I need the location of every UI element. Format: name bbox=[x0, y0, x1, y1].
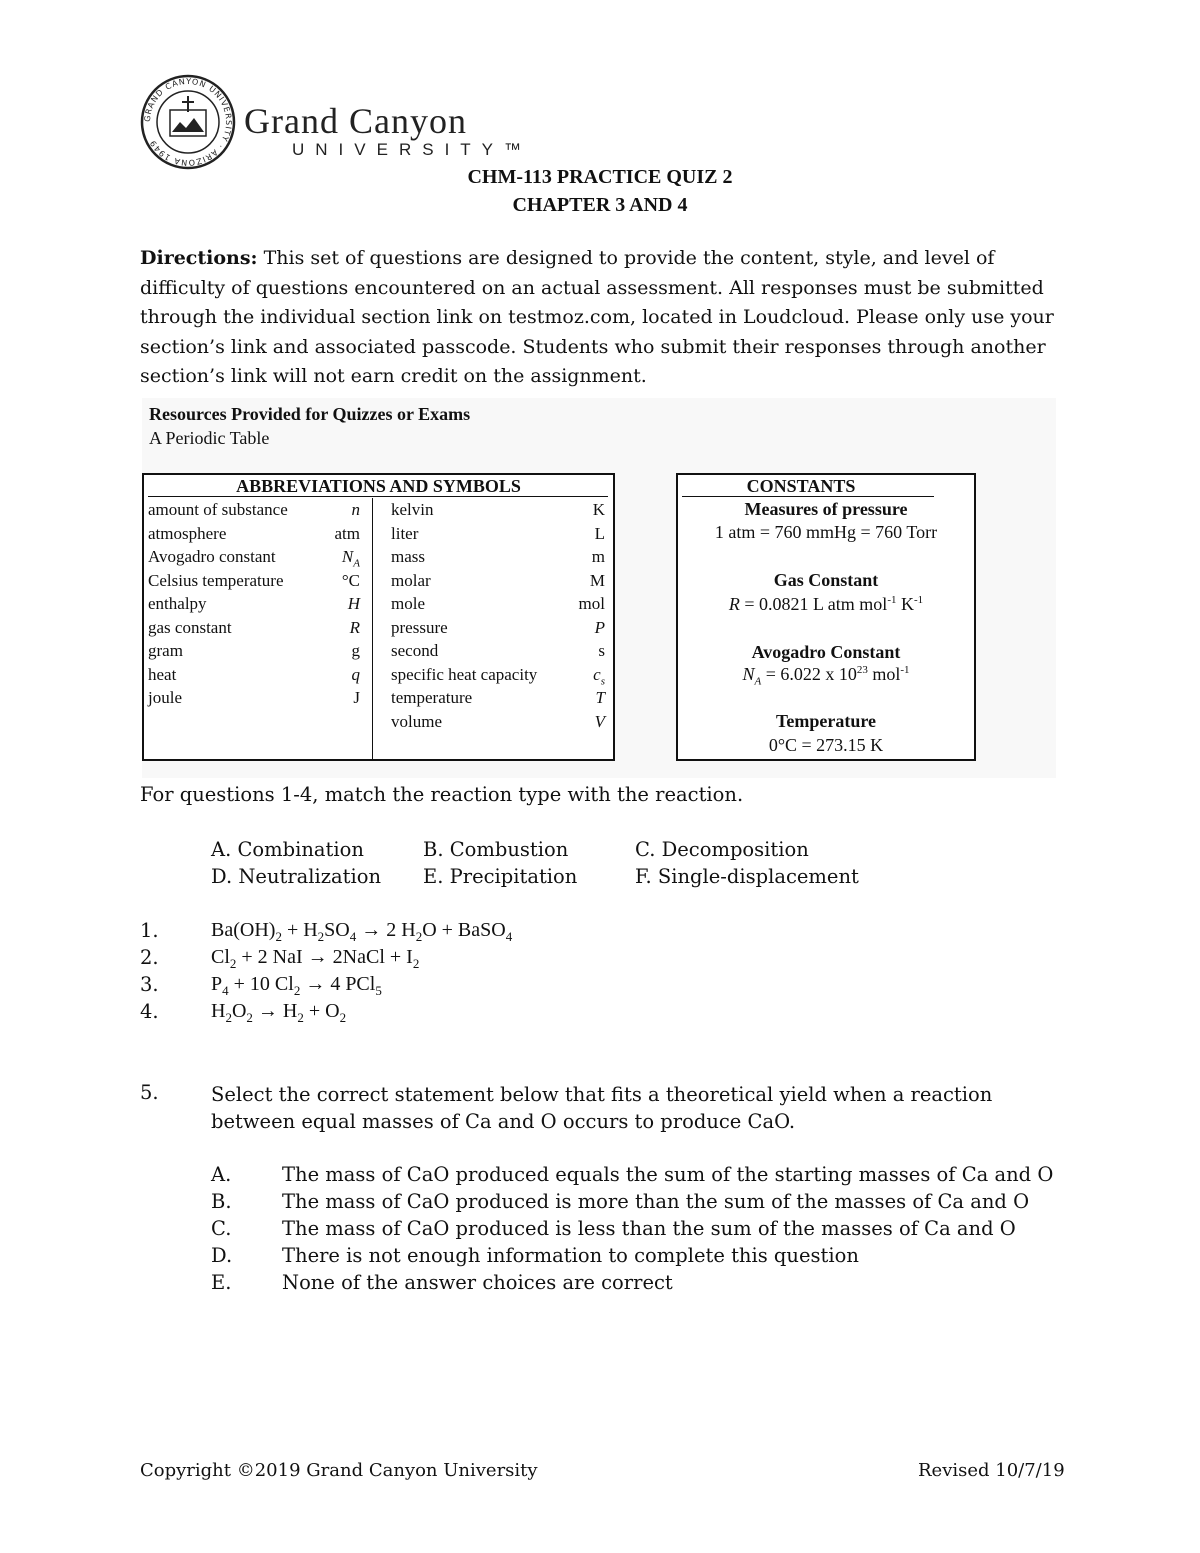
answer-option-letter: D. bbox=[211, 1244, 233, 1267]
university-name-sub: UNIVERSITY™ bbox=[292, 140, 533, 159]
university-name: Grand Canyon bbox=[244, 101, 467, 141]
avogadro-value: $N_A = 6.022$ x $10^{23}$ mol$^{-1}$ bbox=[742, 664, 910, 688]
directions-text: This set of questions are designed to provide the content, style, and level of difficulty of questions encountered on an actual assessment. All responses must be submitted through the individual section link on testmoz.com, located in Loudcloud. Please only use your section’s link and associated passcode. Students who submit their responses through another section’s link will not earn credit on the assignment. bbox=[140, 247, 1054, 387]
answer-option-text: The mass of CaO produced equals the sum of the starting masses of Ca and O bbox=[282, 1163, 1054, 1186]
chapter-title: CHAPTER 3 AND 4 bbox=[512, 194, 688, 216]
abbreviation-symbol: s bbox=[598, 641, 605, 660]
answer-option-letter: E. bbox=[211, 1271, 232, 1294]
abbreviation-symbol: mol bbox=[578, 594, 605, 613]
university-seal-logo bbox=[140, 74, 236, 170]
constants-title: CONSTANTS bbox=[746, 476, 856, 496]
formula-subscript: 2 bbox=[293, 983, 301, 998]
question-number: 1. bbox=[140, 919, 159, 942]
reaction-type-choice: D. Neutralization bbox=[211, 865, 382, 888]
directions-paragraph bbox=[140, 244, 1065, 392]
abbreviation-symbol: m bbox=[591, 547, 605, 566]
abbreviation-name: molar bbox=[391, 570, 431, 590]
abbreviation-symbol: T bbox=[595, 688, 605, 707]
formula-text: → H bbox=[252, 1000, 298, 1022]
abbreviation-symbol: L bbox=[594, 523, 605, 543]
formula-text: Ba(OH) bbox=[211, 919, 276, 941]
reaction-equation bbox=[211, 919, 512, 945]
formula-subscript: 2 bbox=[275, 929, 282, 944]
formula-text: H bbox=[211, 1000, 226, 1022]
reaction-type-choice: F. Single-displacement bbox=[635, 865, 859, 888]
formula-text: → 2 H bbox=[356, 919, 416, 941]
abbreviation-symbol: R bbox=[349, 617, 360, 637]
abbreviation-name: mass bbox=[391, 547, 425, 566]
formula-subscript: 2 bbox=[339, 1010, 347, 1025]
gas-constant-heading: Gas Constant bbox=[773, 570, 879, 590]
quiz-title: CHM-113 PRACTICE QUIZ 2 bbox=[467, 166, 733, 188]
reaction-equation bbox=[211, 946, 419, 972]
pressure-value: 1 atm = 760 mmHg = 760 Torr bbox=[714, 522, 938, 542]
formula-text: SO bbox=[324, 919, 350, 941]
formula-text: O bbox=[231, 1000, 247, 1022]
formula-text: + H bbox=[281, 919, 318, 941]
abbreviation-symbol: V bbox=[594, 711, 605, 731]
reaction-equation bbox=[211, 1000, 346, 1026]
abbreviation-name: enthalpy bbox=[148, 594, 207, 613]
abbreviation-name: Celsius temperature bbox=[148, 570, 284, 590]
answer-option-text: There is not enough information to complete this question bbox=[282, 1244, 859, 1267]
abbreviations-divider bbox=[372, 498, 373, 760]
constants-rule bbox=[682, 496, 934, 497]
reaction-equation bbox=[211, 973, 382, 999]
reaction-type-choice: E. Precipitation bbox=[423, 865, 578, 888]
answer-option-text: The mass of CaO produced is less than the sum of the masses of Ca and O bbox=[282, 1217, 1016, 1240]
abbreviation-name: pressure bbox=[391, 617, 448, 637]
abbreviation-name: mole bbox=[391, 594, 425, 613]
resources-heading: Resources Provided for Quizzes or Exams bbox=[149, 404, 471, 424]
abbreviation-name: volume bbox=[391, 711, 442, 731]
abbreviation-name: gram bbox=[148, 641, 183, 660]
avogadro-heading: Avogadro Constant bbox=[751, 642, 901, 662]
abbreviation-symbol-subscript: A bbox=[353, 557, 360, 570]
formula-subscript: 2 bbox=[229, 956, 237, 971]
formula-subscript: 2 bbox=[246, 1010, 253, 1025]
temperature-heading: Temperature bbox=[776, 711, 876, 731]
abbreviation-name: atmosphere bbox=[148, 523, 227, 543]
formula-text: → 4 PCl bbox=[300, 973, 376, 995]
formula-text: Cl bbox=[211, 946, 230, 968]
abbreviation-name: kelvin bbox=[391, 500, 434, 519]
abbreviation-symbol: K bbox=[592, 500, 605, 519]
answer-option-text: The mass of CaO produced is more than the sum of the masses of Ca and O bbox=[282, 1190, 1030, 1213]
answer-option-letter: A. bbox=[211, 1163, 232, 1186]
answer-option-letter: C. bbox=[211, 1217, 232, 1240]
abbreviation-symbol: H bbox=[347, 594, 360, 613]
question-5-number: 5. bbox=[140, 1081, 159, 1104]
abbreviation-name: joule bbox=[148, 688, 182, 707]
abbreviation-symbol: atm bbox=[334, 523, 360, 543]
abbreviations-title: ABBREVIATIONS AND SYMBOLS bbox=[236, 476, 521, 496]
abbreviation-name: gas constant bbox=[148, 617, 232, 637]
formula-subscript: 2 bbox=[297, 1010, 304, 1025]
answer-option-text: None of the answer choices are correct bbox=[282, 1271, 673, 1294]
abbreviation-symbol: °C bbox=[341, 570, 360, 590]
abbreviation-symbol: n bbox=[351, 500, 360, 519]
footer-copyright: Copyright ©2019 Grand Canyon University bbox=[140, 1460, 538, 1481]
abbreviation-symbol-subscript: s bbox=[600, 674, 605, 687]
reaction-type-choice: C. Decomposition bbox=[635, 838, 809, 861]
abbreviations-rule bbox=[148, 496, 608, 497]
abbreviation-name: heat bbox=[148, 664, 177, 684]
abbreviation-symbol: P bbox=[594, 617, 605, 637]
question-number: 4. bbox=[140, 1000, 159, 1023]
seal-text: GRAND CANYON UNIVERSITY · ARIZONA 1949 bbox=[142, 76, 234, 168]
formula-text: + O bbox=[303, 1000, 340, 1022]
pressure-heading: Measures of pressure bbox=[744, 499, 908, 519]
formula-text: + 2 NaI → 2NaCl + I bbox=[236, 946, 413, 968]
resources-subheading: A Periodic Table bbox=[149, 428, 270, 448]
abbreviation-symbol: M bbox=[589, 570, 605, 590]
gas-constant-value: R = 0.0821 L atm mol$^{-1}$ $K^{-1}$ bbox=[728, 594, 924, 614]
formula-subscript: 2 bbox=[317, 929, 325, 944]
abbreviation-name: temperature bbox=[391, 688, 473, 707]
abbreviation-name: liter bbox=[391, 523, 419, 543]
abbreviation-symbol: g bbox=[351, 641, 360, 660]
formula-text: P bbox=[211, 973, 223, 995]
abbreviation-symbol: $c_s$ bbox=[593, 664, 605, 687]
temperature-value: 0°C = 273.15 K bbox=[768, 735, 884, 755]
directions-label: Directions: bbox=[140, 247, 258, 269]
reaction-type-choice: A. Combination bbox=[211, 838, 364, 861]
answer-option-letter: B. bbox=[211, 1190, 232, 1213]
formula-subscript: 2 bbox=[412, 956, 420, 971]
formula-text: + 10 Cl bbox=[228, 973, 294, 995]
question-number: 2. bbox=[140, 946, 159, 969]
formula-subscript: 4 bbox=[222, 983, 229, 998]
abbreviation-name: Avogadro constant bbox=[148, 547, 276, 566]
formula-subscript: 4 bbox=[505, 929, 513, 944]
formula-subscript: 5 bbox=[375, 983, 382, 998]
abbreviation-symbol: $N_A$ bbox=[341, 547, 360, 570]
matching-intro: For questions 1-4, match the reaction type with the reaction. bbox=[140, 783, 744, 806]
footer-revised: Revised 10/7/19 bbox=[918, 1460, 1065, 1481]
abbreviation-name: second bbox=[391, 641, 439, 660]
formula-subscript: 2 bbox=[415, 929, 423, 944]
formula-subscript: 4 bbox=[349, 929, 357, 944]
reaction-type-choice: B. Combustion bbox=[423, 838, 569, 861]
formula-subscript: 2 bbox=[225, 1010, 232, 1025]
abbreviation-symbol: q bbox=[351, 664, 360, 684]
question-5-text: Select the correct statement below that fits a theoretical yield when a reaction between equal masses of Ca and O occurs to produce CaO. bbox=[211, 1083, 993, 1133]
abbreviation-name: amount of substance bbox=[148, 500, 288, 519]
question-number: 3. bbox=[140, 973, 159, 996]
abbreviation-name: specific heat capacity bbox=[391, 664, 538, 684]
formula-text: O + BaSO bbox=[422, 919, 506, 941]
abbreviation-symbol: J bbox=[353, 688, 360, 707]
